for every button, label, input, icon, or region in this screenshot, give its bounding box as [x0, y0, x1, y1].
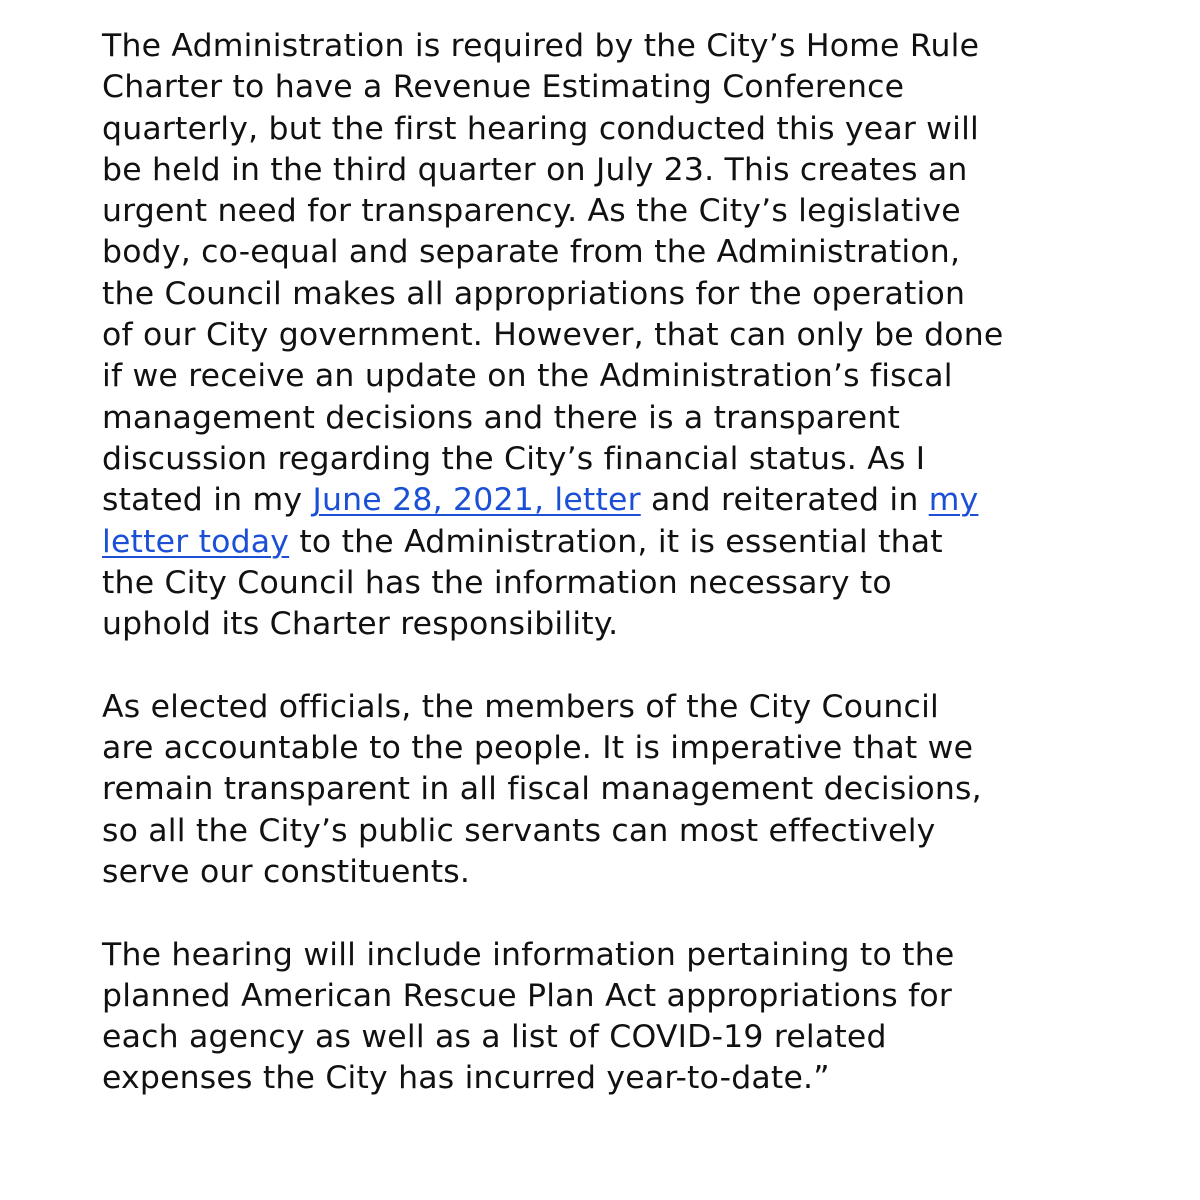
text-fragment: to the Administration, it is essential that: [289, 523, 943, 560]
text-line: the City Council has the information necessary to: [102, 564, 892, 601]
paragraph-2: [102, 687, 1142, 893]
text-fragment: and reiterated in: [640, 482, 929, 519]
text-line: The hearing will include information pertaining to the: [102, 936, 955, 973]
text-line: [102, 480, 1142, 521]
text-line: uphold its Charter responsibility.: [102, 606, 619, 643]
text-line: quarterly, but the first hearing conducted this year will: [102, 110, 980, 147]
paragraph-1: [102, 26, 1142, 645]
text-fragment: stated in my: [102, 482, 313, 519]
paragraph-3: [102, 935, 1142, 1100]
text-line: urgent need for transparency. As the City’s legislative: [102, 193, 961, 230]
text-line: discussion regarding the City’s financial status. As I: [102, 440, 926, 477]
text-line: body, co-equal and separate from the Administration,: [102, 234, 961, 271]
text-line: remain transparent in all fiscal management decisions,: [102, 771, 982, 808]
text-line: be held in the third quarter on July 23. This creates an: [102, 151, 968, 188]
text-line: so all the City’s public servants can most effectively: [102, 812, 936, 849]
text-line: if we receive an update on the Administration’s fiscal: [102, 358, 953, 395]
text-line: expenses the City has incurred year-to-date.”: [102, 1060, 830, 1097]
june-28-letter-link[interactable]: June 28, 2021, letter: [312, 482, 641, 519]
document-body: [102, 26, 1142, 1141]
text-line: The Administration is required by the City’s Home Rule: [102, 28, 980, 64]
text-line: planned American Rescue Plan Act appropriations for: [102, 977, 953, 1014]
text-line: Charter to have a Revenue Estimating Conference: [102, 69, 905, 106]
letter-today-link-part1[interactable]: my: [928, 482, 979, 519]
text-line: [102, 522, 1142, 563]
text-line: As elected officials, the members of the City Council: [102, 688, 939, 725]
letter-today-link-part2[interactable]: letter today: [102, 523, 290, 560]
text-line: serve our constituents.: [102, 853, 471, 890]
text-line: of our City government. However, that can only be done: [102, 317, 1004, 354]
text-line: the Council makes all appropriations for the operation: [102, 275, 966, 312]
text-line: management decisions and there is a transparent: [102, 399, 901, 436]
text-line: are accountable to the people. It is imperative that we: [102, 730, 974, 767]
text-line: each agency as well as a list of COVID-19 related: [102, 1019, 887, 1056]
